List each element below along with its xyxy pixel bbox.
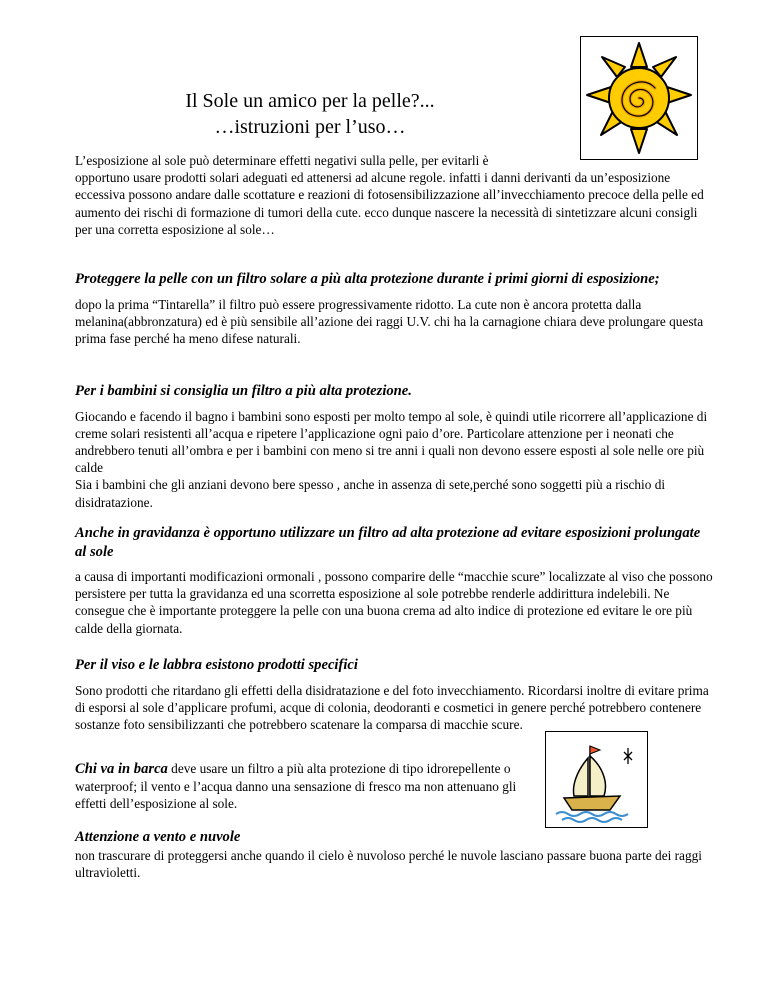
page-title <box>0 88 620 140</box>
section-lead: Chi va in barca <box>75 761 168 777</box>
sailboat-icon <box>546 732 647 827</box>
section-vento-nuvole <box>75 828 715 881</box>
section-barca <box>75 760 535 813</box>
section-heading: Attenzione a vento e nuvole <box>75 829 241 845</box>
section-heading: Anche in gravidanza è opportuno utilizzare un filtro ad alta protezione ad evitare esposizioni prolungate al sole <box>75 525 701 560</box>
sun-image <box>580 36 698 160</box>
section-heading: Per il viso e le labbra esistono prodotti specifici <box>75 657 358 673</box>
section-body <box>75 760 535 813</box>
title-line-1: Il Sole un amico per la pelle?... <box>185 90 435 112</box>
section-viso-labbra <box>75 656 715 733</box>
intro-line-1: L’esposizione al sole può determinare effetti negativi sulla pelle, per evitarli è <box>75 153 489 168</box>
title-line-2: …istruzioni per l’uso… <box>214 116 406 138</box>
sun-icon <box>581 37 697 159</box>
boat-image <box>545 731 648 828</box>
section-bambini <box>75 382 715 511</box>
section-body-2: Sia i bambini che gli anziani devono bere spesso , anche in assenza di sete,perché sono soggetti più a rischio di disidratazione. <box>75 477 666 510</box>
section-body: Sono prodotti che ritardano gli effetti della disidratazione e del foto invecchiamento. Ricordarsi inoltre di evitare prima di esporsi al sole d’applicare profumi, acque di colonia, deodoranti e cosmetici in genere perché potrebbero contenere sostanze foto sensibilizzanti che potrebbero scatenare la comparsa di macchie scure. <box>75 682 709 732</box>
section-body: Giocando e facendo il bagno i bambini sono esposti per molto tempo al sole, è quindi utile ricorrere all’applicazione di creme solari resistenti all’acqua e ripetere l’applicazione ogni paio d’ore. Particolare attenzione per i neonati che andrebbero tenuti all’ombra e per i bambini con meno si tre anni i quali non devono essere esposti al sole nelle ore più calde <box>75 408 708 476</box>
section-heading: Proteggere la pelle con un filtro solare a più alta protezione durante i primi giorni di esposizione; <box>75 271 660 287</box>
section-heading: Per i bambini si consiglia un filtro a più alta protezione. <box>75 383 412 399</box>
section-filtro-primi-giorni <box>75 270 715 347</box>
section-body-text: deve usare un filtro a più alta protezione di tipo idrorepellente o waterproof; il vento e l’acqua danno una sensazione di fresco ma non attenuano gli effetti dell’esposizione al sole. <box>75 761 517 812</box>
section-gravidanza <box>75 524 715 637</box>
section-body: non trascurare di proteggersi anche quando il cielo è nuvoloso perché le nuvole lasciano passare buona parte dei raggi ultravioletti. <box>75 847 702 880</box>
intro-rest: opportuno usare prodotti solari adeguati ed attenersi ad alcune regole. infatti i danni derivanti da un’esposizione eccessiva possono andare dalle scottature e reazioni di fotosensibilizzazione all’invecchiamento precoce della pelle ed aumento dei rischi di formazione di tumori della cute. ecco dunque nascere la necessità di sintetizzare alcuni consigli per una corretta esposizione al sole… <box>75 170 704 237</box>
section-body: a causa di importanti modificazioni ormonali , possono comparire delle “macchie scure” localizzate al viso che possono persistere per tutta la gravidanza ed una scorretta esposizione al sole potrebbe renderle addirittura indelebili. Ne consegue che è importante proteggere la pelle con una buona crema ad alto indice di protezione ed evitare le ore più calde della giornata. <box>75 569 713 636</box>
section-body: dopo la prima “Tintarella” il filtro può essere progressivamente ridotto. La cute non è ancora protetta dalla melanina(abbronzatura) ed è più sensibile all’azione dei raggi U.V. chi ha la carnagione chiara deve prolungare questa prima fase perché ha meno difese naturali. <box>75 296 704 346</box>
intro-paragraph <box>75 152 715 238</box>
